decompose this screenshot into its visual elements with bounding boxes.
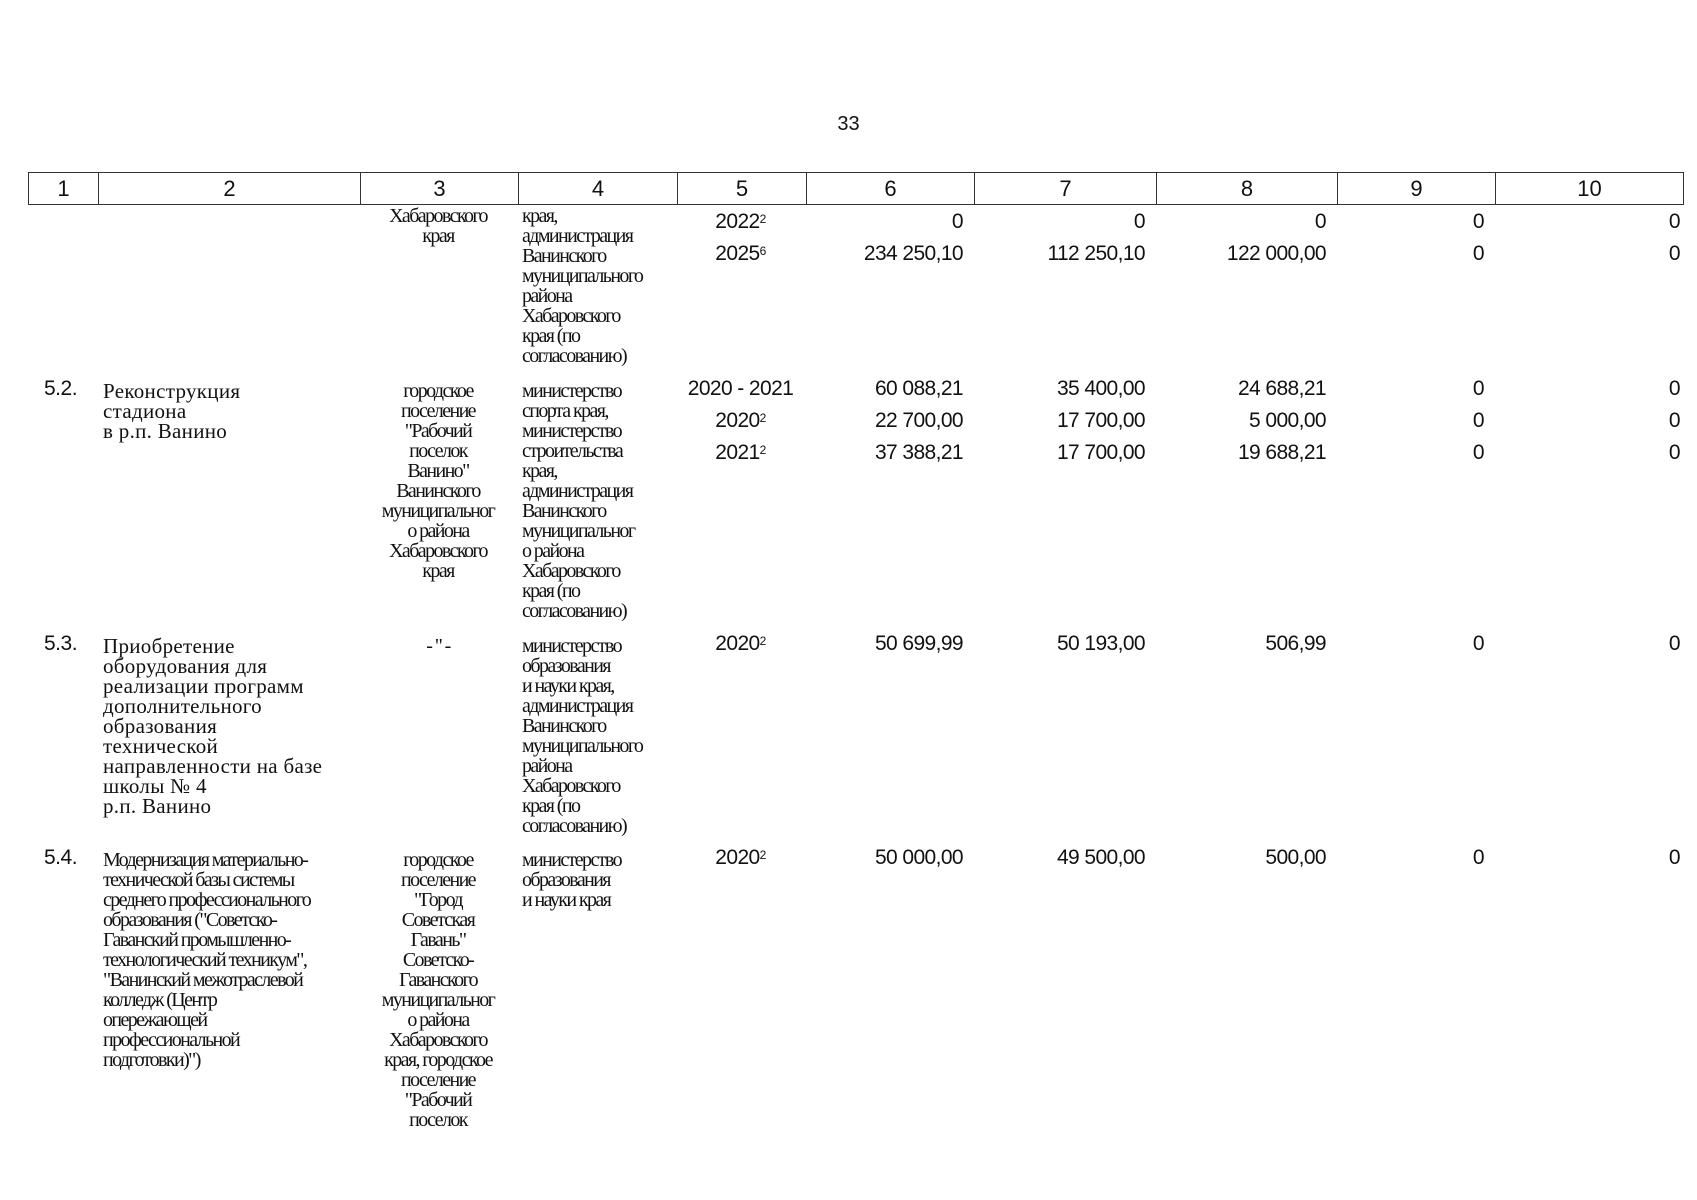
row-col6: 50 699,99 (874, 632, 963, 655)
row-responsible: министерство образования и науки края (522, 849, 621, 911)
row-years (676, 206, 805, 366)
page-number: 33 (837, 113, 860, 135)
header-col-4: 4 (518, 173, 677, 204)
row-title: Приобретение оборудования для реализации программ дополнительного образования технической направленности на базе школы № 4 р.п. Ванино (103, 634, 323, 818)
row-years (676, 628, 805, 836)
table-row (28, 378, 1682, 621)
row-title: Реконструкция стадиона в р.п. Ванино (103, 379, 241, 443)
row-title: Модернизация материально- технической базы системы среднего профессионального образования ("Советско- Гаванский промышленно- технологический техникум", "Ванинский межотраслевой колледж (Центр опережающей профессиональной подготовки)") (103, 849, 311, 1071)
row-responsible: министерство образования и науки края, администрация Ванинского муниципального района Хабаровского края (по согласованию) (522, 635, 643, 837)
row-col10: 0 0 (1668, 210, 1680, 265)
header-col-10: 10 (1495, 173, 1683, 204)
table-header (28, 172, 1684, 205)
row-col9: 0 (1472, 632, 1484, 655)
table-row (28, 847, 1682, 1130)
row-col7: 0 112 250,10 (1047, 210, 1145, 265)
row-executor: Хабаровского края (389, 205, 487, 247)
row-col6: 0 234 250,10 (863, 210, 963, 265)
year-cell: 2020$^2$ (715, 409, 766, 432)
year-cell: 2020 - 2021 (687, 377, 794, 400)
row-number: 5.3. (44, 632, 78, 655)
row-col9: 0 0 (1472, 210, 1484, 265)
row-col6: 60 088,21 22 700,00 37 388,21 (874, 377, 963, 464)
year-cell: 2022$^2$ (715, 210, 766, 233)
row-col9: 0 (1472, 846, 1484, 869)
row-col7: 49 500,00 (1056, 846, 1145, 869)
table-row (28, 206, 1682, 366)
row-col7: 50 193,00 (1056, 632, 1145, 655)
row-col10: 0 0 0 (1668, 377, 1680, 464)
year-cell: 2020$^2$ (715, 846, 766, 869)
row-title (97, 206, 359, 366)
row-col8: 24 688,21 5 000,00 19 688,21 (1237, 377, 1326, 464)
row-col8: 500,00 (1265, 846, 1326, 869)
header-col-5: 5 (677, 173, 806, 204)
row-col8: 506,99 (1265, 632, 1326, 655)
row-col8: 0 122 000,00 (1226, 210, 1326, 265)
row-executor: городское поселение "Рабочий поселок Ванино" Ванинского муниципальног о района Хабаровского края (381, 380, 495, 582)
row-col10: 0 (1668, 632, 1680, 655)
row-col9: 0 0 0 (1472, 377, 1484, 464)
row-number: 5.2. (44, 377, 78, 400)
row-number (28, 206, 97, 366)
header-col-1: 1 (57, 176, 70, 201)
header-col-8: 8 (1156, 173, 1337, 204)
row-responsible: министерство спорта края, министерство строительства края, администрация Ванинского муниципальног о района Хабаровского края (по согласованию) (522, 380, 635, 622)
row-years (676, 842, 805, 1130)
header-col-9: 9 (1337, 173, 1495, 204)
header-col-6: 6 (806, 173, 974, 204)
header-col-2: 2 (98, 173, 360, 204)
header-col-7: 7 (974, 173, 1156, 204)
header-col-3: 3 (360, 173, 518, 204)
year-cell: 2025$^6$ (715, 242, 766, 265)
row-col10: 0 (1668, 846, 1680, 869)
year-cell: 2021$^2$ (715, 441, 766, 464)
row-executor: городское поселение "Город Советская Гавань" Советско- Гаванского муниципальног о района Хабаровского края, городское поселение "Рабочий поселок (381, 849, 495, 1131)
row-responsible: края, администрация Ванинского муниципального района Хабаровского края (по согласованию) (522, 205, 643, 367)
row-col6: 50 000,00 (874, 846, 963, 869)
year-cell: 2020$^2$ (715, 632, 766, 655)
row-years (676, 373, 805, 621)
row-col7: 35 400,00 17 700,00 17 700,00 (1056, 377, 1145, 464)
row-number: 5.4. (44, 846, 78, 869)
table-row (28, 633, 1682, 836)
row-executor: - " - (426, 635, 450, 657)
